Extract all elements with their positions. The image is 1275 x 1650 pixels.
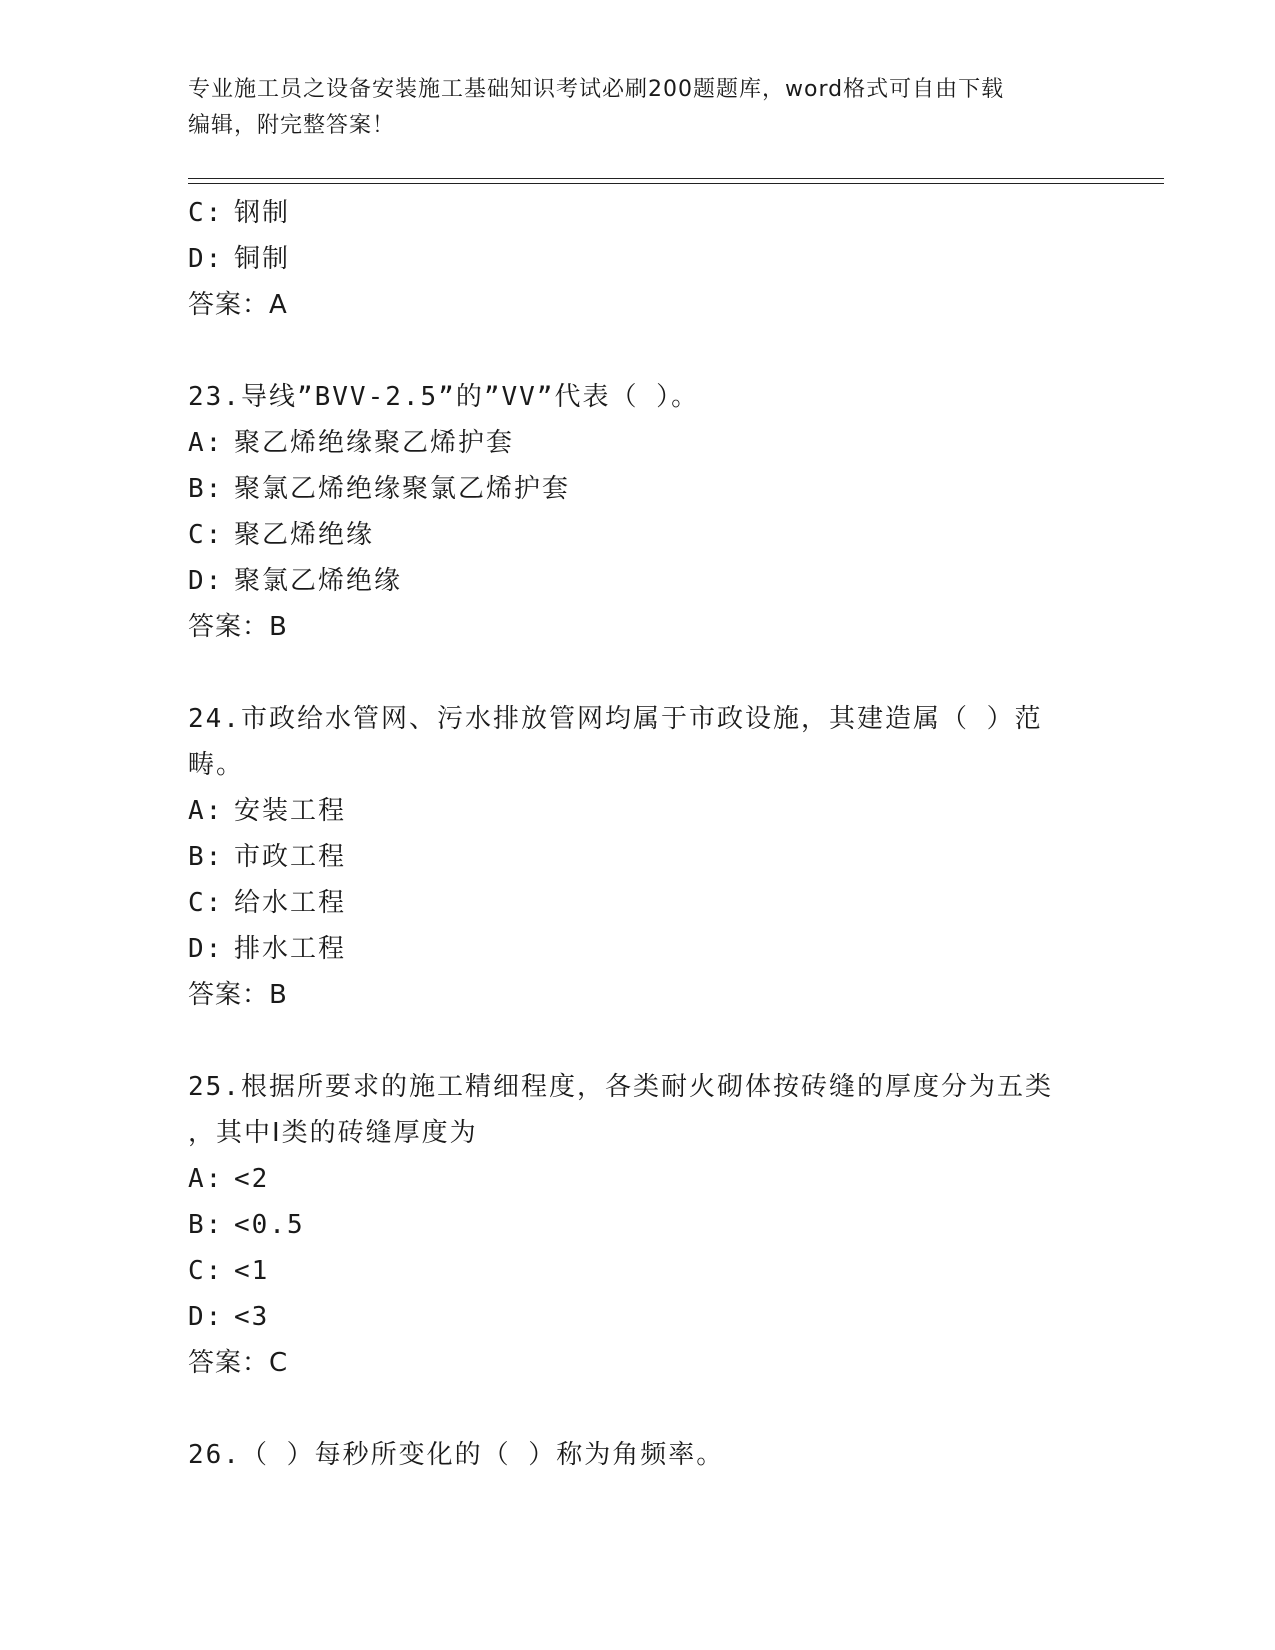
option-text: <2 <box>234 1164 270 1194</box>
option-a <box>188 420 1088 466</box>
option-text: <3 <box>234 1302 270 1332</box>
answer: 答案：A <box>188 290 288 320</box>
option-d <box>188 926 1088 972</box>
question-stem: 23.导线”BVV-2.5”的”VV”代表（ ）。 <box>188 382 700 412</box>
option-d <box>188 558 1088 604</box>
option-label: C: <box>188 520 224 550</box>
question-stem-continued: ，其中Ⅰ类的砖缝厚度为 <box>188 1118 478 1148</box>
question-stem: 24.市政给水管网、污水排放管网均属于市政设施，其建造属（ ）范 <box>188 704 1043 734</box>
option-c <box>188 512 1088 558</box>
option-c <box>188 880 1088 926</box>
option-text: 铜制 <box>234 244 291 274</box>
header-line-1: 专业施工员之设备安装施工基础知识考试必刷200题题库，word格式可自由下载 <box>188 77 1005 102</box>
option-text: 钢制 <box>234 198 291 228</box>
option-text: <1 <box>234 1256 270 1286</box>
option-b <box>188 466 1088 512</box>
document-header <box>188 72 1088 144</box>
option-text: 安装工程 <box>234 796 347 826</box>
option-text: 聚乙烯绝缘 <box>234 520 375 550</box>
option-c <box>188 1248 1088 1294</box>
option-label: C: <box>188 1256 224 1286</box>
header-line-2: 编辑，附完整答案！ <box>188 113 396 138</box>
option-text: 给水工程 <box>234 888 347 918</box>
option-text: <0.5 <box>234 1210 305 1240</box>
option-text: 聚氯乙烯绝缘 <box>234 566 403 596</box>
option-d <box>188 1294 1088 1340</box>
option-label: D: <box>188 934 224 964</box>
option-text: 聚氯乙烯绝缘聚氯乙烯护套 <box>234 474 571 504</box>
answer: 答案：C <box>188 1348 289 1378</box>
question-list <box>188 190 1088 1478</box>
option-a <box>188 788 1088 834</box>
header-divider-top <box>188 178 1164 179</box>
question-stem: 26.（ ）每秒所变化的（ ）称为角频率。 <box>188 1440 725 1470</box>
option-label: D: <box>188 1302 224 1332</box>
option-label: B: <box>188 1210 224 1240</box>
header-divider-bottom <box>188 183 1164 184</box>
option-label: B: <box>188 842 224 872</box>
option-text: 排水工程 <box>234 934 347 964</box>
question-stem-continued: 畴。 <box>188 750 245 780</box>
option-label: D: <box>188 566 224 596</box>
question-stem: 25.根据所要求的施工精细程度，各类耐火砌体按砖缝的厚度分为五类 <box>188 1072 1053 1102</box>
option-c <box>188 190 1088 236</box>
option-label: A: <box>188 428 224 458</box>
option-a <box>188 1156 1088 1202</box>
option-label: B: <box>188 474 224 504</box>
answer: 答案：B <box>188 612 288 642</box>
option-label: A: <box>188 1164 224 1194</box>
option-label: D: <box>188 244 224 274</box>
option-d <box>188 236 1088 282</box>
option-label: C: <box>188 888 224 918</box>
answer: 答案：B <box>188 980 288 1010</box>
option-text: 聚乙烯绝缘聚乙烯护套 <box>234 428 515 458</box>
option-b <box>188 834 1088 880</box>
option-text: 市政工程 <box>234 842 347 872</box>
option-b <box>188 1202 1088 1248</box>
option-label: C: <box>188 198 224 228</box>
option-label: A: <box>188 796 224 826</box>
